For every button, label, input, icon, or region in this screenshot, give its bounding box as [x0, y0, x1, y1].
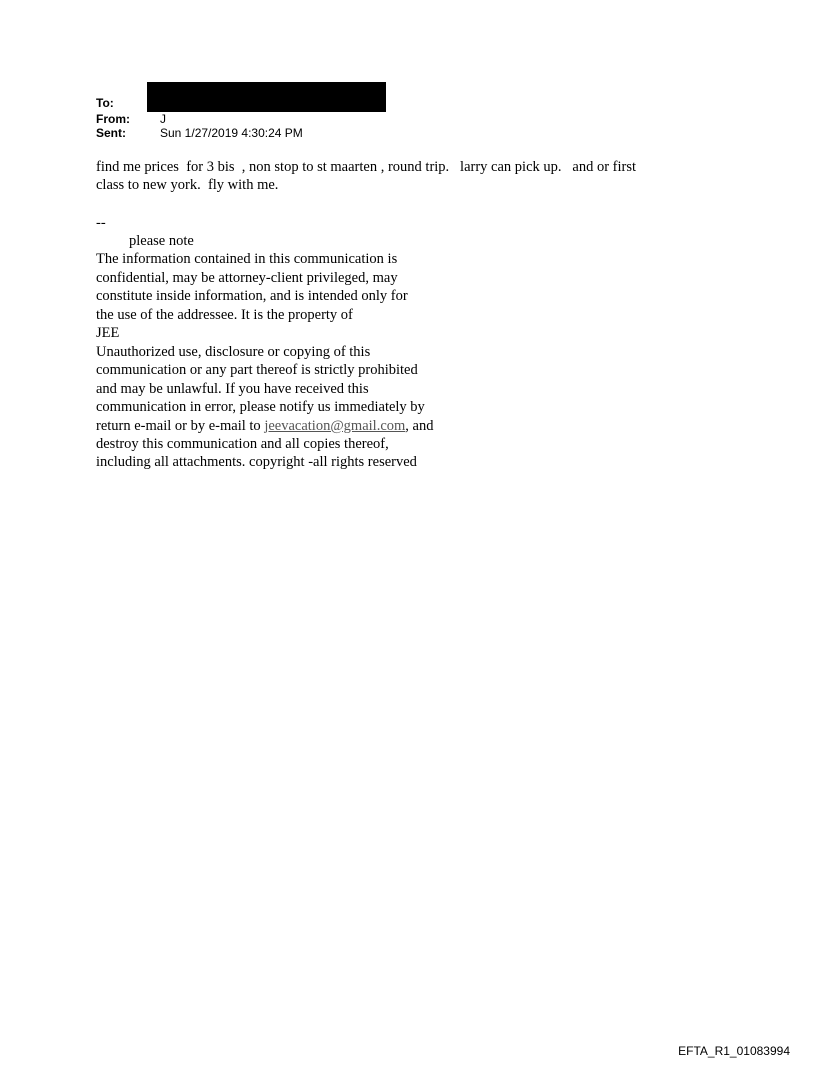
- from-label: From:: [96, 112, 130, 126]
- disclaimer-line: the use of the addressee. It is the property of: [96, 306, 353, 323]
- disclaimer-line: The information contained in this communication is: [96, 251, 398, 268]
- disclaimer-line: constitute inside information, and is intended only for: [96, 288, 408, 305]
- disclaimer-line: Unauthorized use, disclosure or copying of this: [96, 343, 371, 360]
- confidentiality-disclaimer: [96, 232, 516, 472]
- sent-label: Sent:: [96, 126, 126, 140]
- to-label: To:: [96, 96, 114, 110]
- from-value: J: [160, 112, 166, 126]
- email-link[interactable]: jeevacation@gmail.com: [264, 417, 406, 434]
- disclaimer-line: including all attachments. copyright -all rights reserved: [96, 454, 417, 471]
- disclaimer-line: communication in error, please notify us immediately by: [96, 399, 425, 416]
- body-line: find me prices for 3 bis , non stop to st maarten , round trip. larry can pick up. and or first: [96, 159, 637, 175]
- signature-separator: --: [96, 215, 106, 231]
- disclaimer-line: JEE: [96, 325, 120, 342]
- disclaimer-line: and may be unlawful. If you have received this: [96, 380, 369, 397]
- disclaimer-email-line: [96, 417, 516, 435]
- return-prefix: return e-mail or by e-mail to: [96, 417, 265, 434]
- disclaimer-line: confidential, may be attorney-client privileged, may: [96, 269, 398, 286]
- sent-value: Sun 1/27/2019 4:30:24 PM: [160, 126, 303, 140]
- email-body: [96, 158, 736, 194]
- document-id: EFTA_R1_01083994: [678, 1044, 790, 1058]
- disclaimer-line: destroy this communication and all copies thereof,: [96, 435, 389, 452]
- return-suffix: , and: [405, 417, 434, 434]
- disclaimer-line: communication or any part thereof is strictly prohibited: [96, 362, 418, 379]
- redacted-recipient: [147, 82, 386, 112]
- disclaimer-note: please note: [129, 233, 194, 249]
- body-line: class to new york. fly with me.: [96, 177, 279, 193]
